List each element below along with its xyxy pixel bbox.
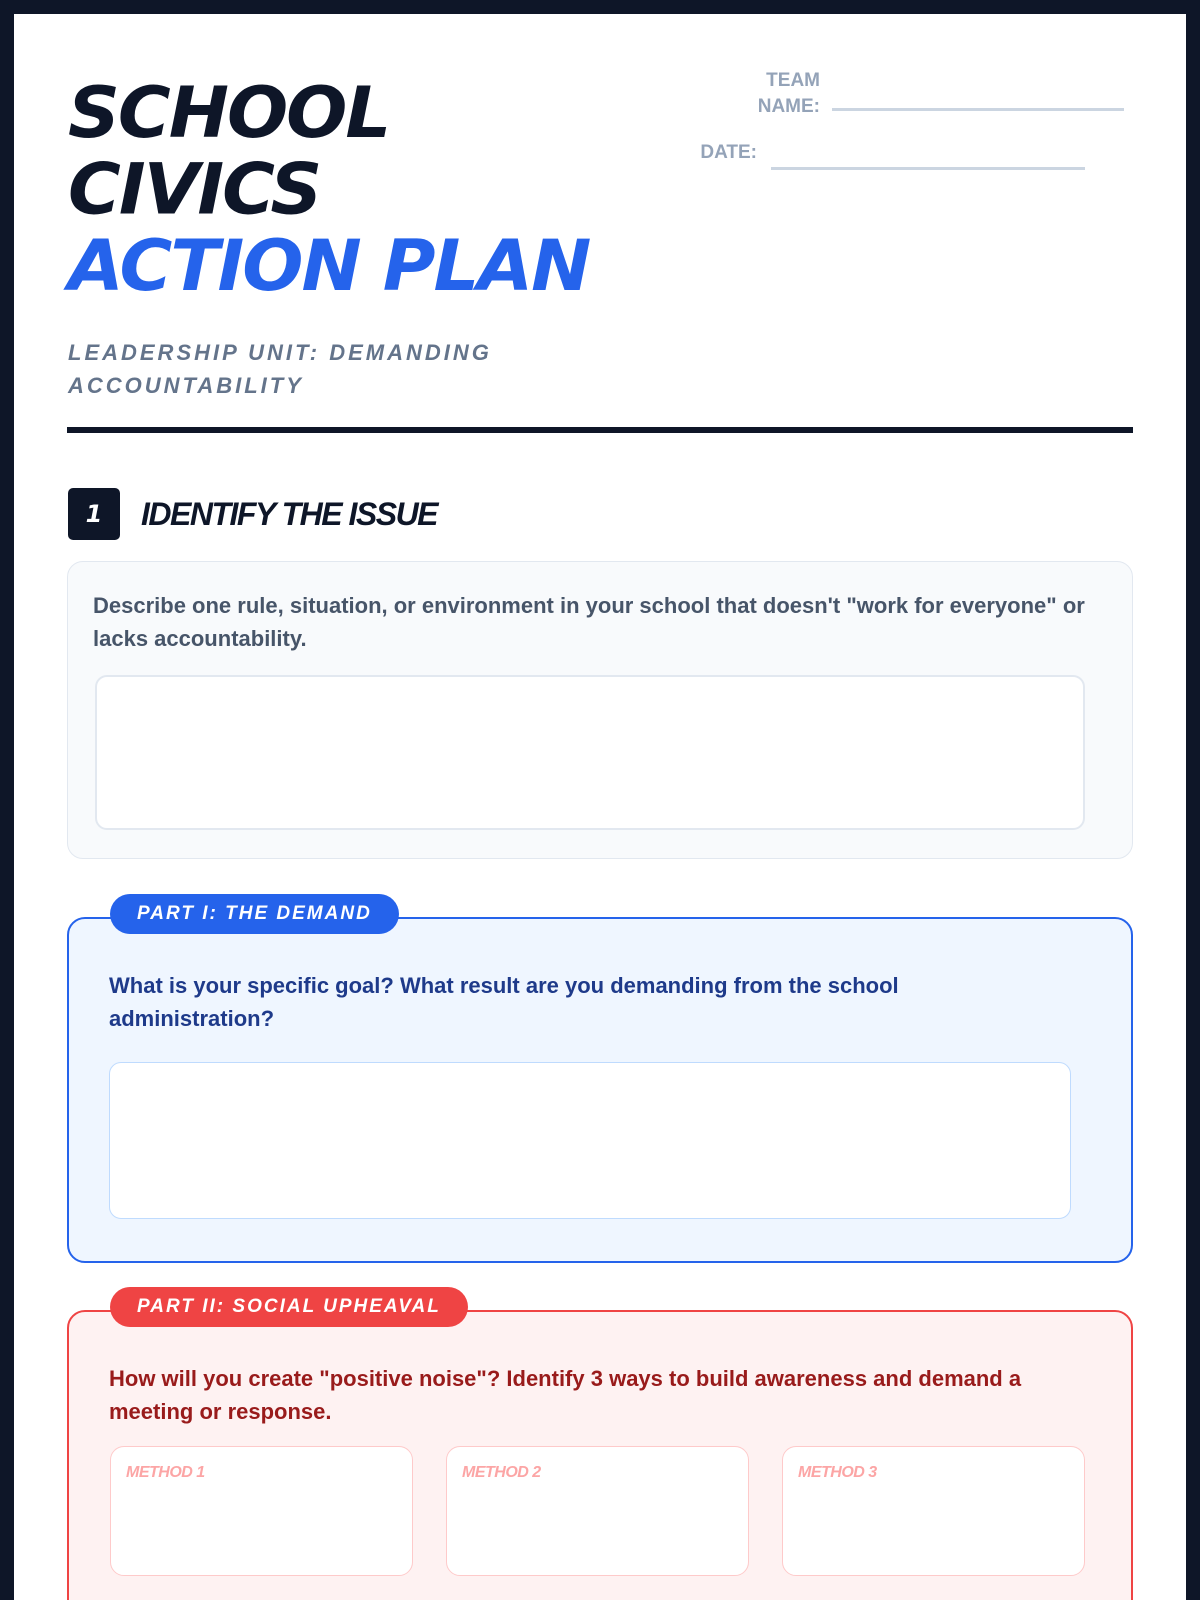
page-subtitle: LEADERSHIP UNIT: DEMANDING ACCOUNTABILITY xyxy=(68,340,492,398)
issue-answer-field[interactable] xyxy=(95,675,1085,830)
title-line-civics: CIVICS xyxy=(68,147,321,231)
part-1-prompt: What is your specific goal? What result are you demanding from the school administration? xyxy=(109,973,899,1031)
method-3-field[interactable] xyxy=(782,1446,1085,1576)
part-1-answer-field[interactable] xyxy=(109,1062,1071,1219)
method-1-label: METHOD 1 xyxy=(126,1464,205,1481)
method-1-field[interactable] xyxy=(110,1446,413,1576)
date-label: DATE: xyxy=(700,142,757,163)
team-name-label: TEAM NAME: xyxy=(757,70,820,117)
section-number-badge: 1 xyxy=(68,488,120,540)
worksheet-page xyxy=(14,14,1186,1600)
part-1-label: PART I: THE DEMAND xyxy=(110,894,399,934)
issue-prompt: Describe one rule, situation, or environment in your school that doesn't "work for everyone" or lacks accountability. xyxy=(93,593,1085,651)
method-3-label: METHOD 3 xyxy=(798,1464,877,1481)
team-name-field[interactable] xyxy=(832,108,1124,111)
header-divider xyxy=(67,427,1133,433)
title-line-action-plan: ACTION PLAN xyxy=(68,224,590,307)
part-1-panel xyxy=(67,917,1133,1263)
issue-card xyxy=(67,561,1133,859)
date-field[interactable] xyxy=(771,167,1085,170)
method-2-label: METHOD 2 xyxy=(462,1464,541,1481)
title-line-school: SCHOOL xyxy=(68,71,390,154)
method-2-field[interactable] xyxy=(446,1446,749,1576)
section-title: IDENTIFY THE ISSUE xyxy=(141,496,438,532)
part-2-prompt: How will you create "positive noise"? Identify 3 ways to build awareness and demand a meeting or response. xyxy=(109,1366,1022,1424)
part-2-label: PART II: SOCIAL UPHEAVAL xyxy=(110,1287,468,1327)
page-title xyxy=(68,71,590,307)
